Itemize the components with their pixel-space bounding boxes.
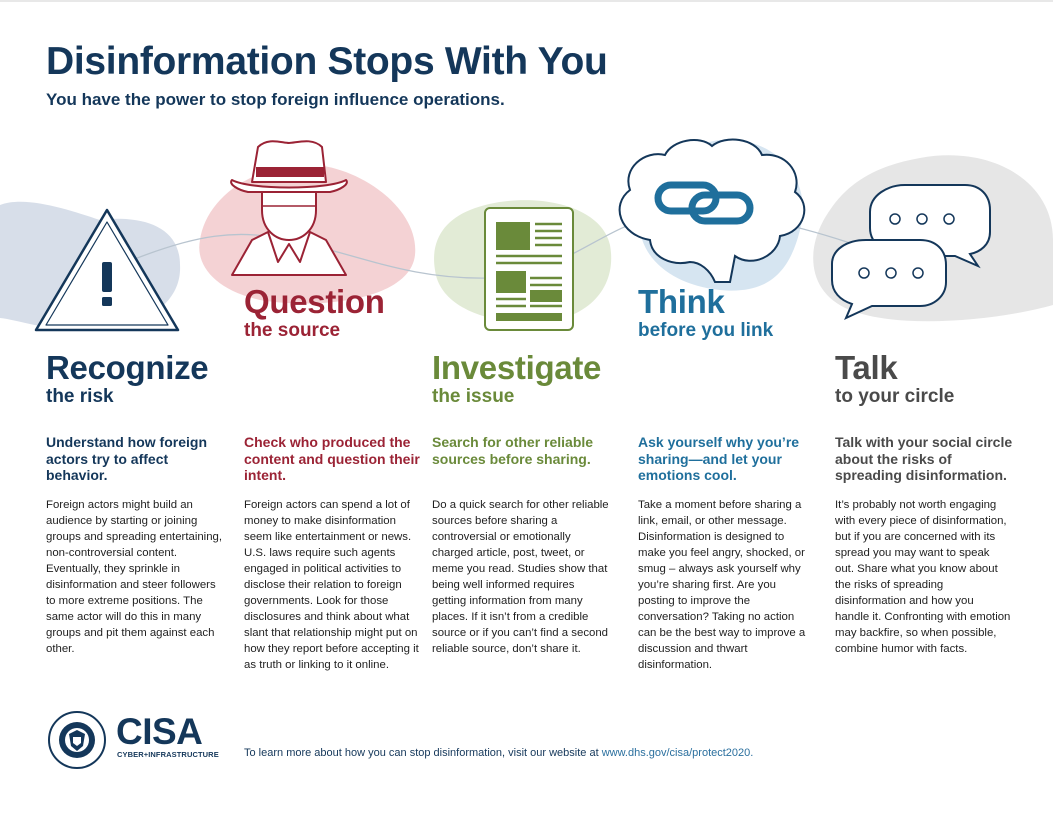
footer-link[interactable]: www.dhs.gov/cisa/protect2020. <box>601 747 754 759</box>
step-heading-recognize <box>46 350 208 408</box>
step-subtitle: the risk <box>46 386 114 407</box>
newspaper-icon <box>485 208 573 330</box>
step-title: Investigate <box>432 349 602 386</box>
step-lead-question: Check who produced the content and question their intent. <box>244 434 420 483</box>
step-lead-investigate: Search for other reliable sources before sharing. <box>432 434 594 467</box>
step-subtitle: to your circle <box>835 386 955 407</box>
step-heading-think <box>638 284 773 342</box>
page-subtitle: You have the power to stop foreign influence operations. <box>46 90 505 109</box>
step-subtitle: before you link <box>638 320 774 341</box>
step-title: Think <box>638 283 725 320</box>
dhs-seal-logo <box>46 710 108 770</box>
page-title: Disinformation Stops With You <box>46 40 608 83</box>
step-body-investigate: Do a quick search for other reliable sources before sharing a controversial or emotionally charged article, post, tweet, or meme you read. Studies show that being well informed requires getting information from many places. If it isn’t from a credible source or if you can’t find a second reliable source, don’t share it. <box>432 499 609 655</box>
step-subtitle: the issue <box>432 386 515 407</box>
footer-text: To learn more about how you can stop disinformation, visit our website at <box>244 747 602 759</box>
step-title: Talk <box>835 349 898 386</box>
step-heading-investigate <box>432 350 601 408</box>
step-heading-question <box>244 284 385 342</box>
step-heading-talk <box>835 350 954 408</box>
step-subtitle: the source <box>244 320 341 341</box>
top-rule <box>0 0 1053 2</box>
step-body-talk: It’s probably not worth engaging with every piece of disinformation, but if you are concerned with its spread you may want to speak out. Share what you know about the risks of spreading disinformation and how you handle it. Confronting with emotion may backfire, so when possible, combine humor with facts. <box>835 499 1011 655</box>
step-lead-think: Ask yourself why you’re sharing—and let your emotions cool. <box>638 434 800 483</box>
step-lead-talk: Talk with your social circle about the risks of spreading disinformation. <box>835 434 1013 483</box>
cisa-logo-subtext: CYBER+INFRASTRUCTURE <box>117 750 219 759</box>
step-title: Recognize <box>46 349 209 386</box>
footer-note <box>244 747 753 759</box>
step-body-question: Foreign actors can spend a lot of money to make disinformation seem like entertainment or news. U.S. laws require such agents engaged in political activities to disclose their relation to foreign governments. Look for those disclosures and think about what slant that relationship might put on how they report before accepting it as truth or linking to it online. <box>244 499 419 671</box>
step-title: Question <box>244 283 385 320</box>
step-body-recognize: Foreign actors might build an audience by starting or joining groups and spreading entertaining, non-controversial content. Eventually, they sprinkle in disinformation and steer followers to more extreme positions. The same actor will do this in many groups and pit them against each other. <box>46 499 223 655</box>
cisa-logo-text: CISA <box>116 711 203 752</box>
illustration-band <box>0 120 1053 360</box>
step-body-think: Take a moment before sharing a link, email, or other message. Disinformation is designed to make you feel angry, shocked, or smug – always ask yourself why you’re sharing first. Are you posting to improve the conversation? Taking no action can be the best way to improve a discussion and thwart disinformation. <box>638 499 806 671</box>
step-lead-recognize: Understand how foreign actors try to affect behavior. <box>46 434 207 483</box>
